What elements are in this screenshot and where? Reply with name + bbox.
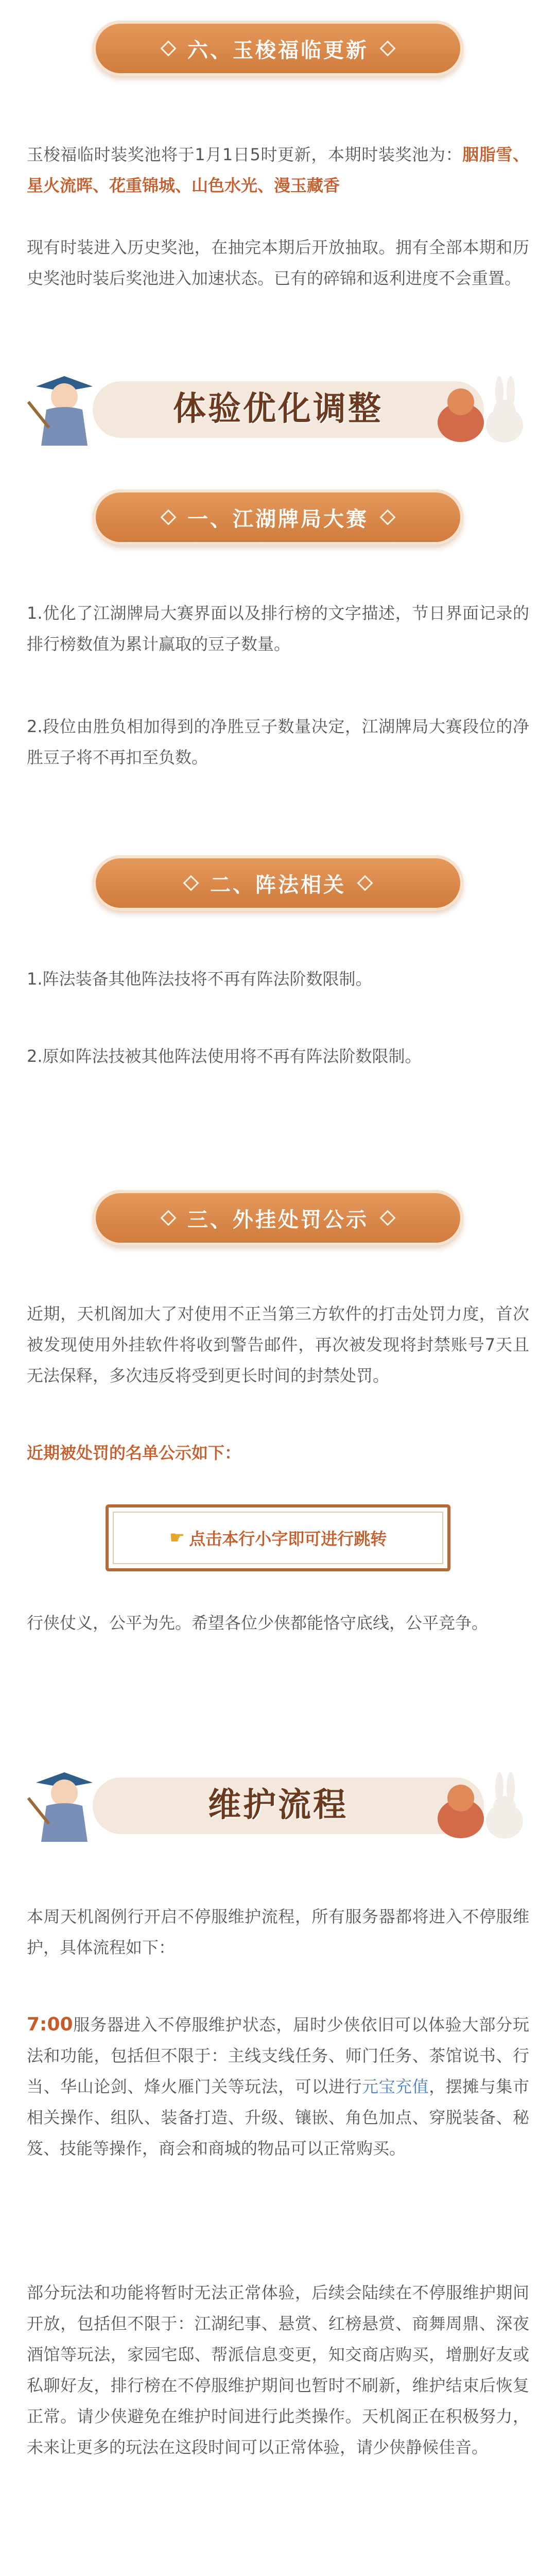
penalty-list-title: 近期被处罚的名单公示如下：	[27, 1443, 241, 1463]
diamond-icon	[357, 875, 373, 891]
animal-illustration	[427, 366, 530, 448]
paragraph: 1.优化了江湖牌局大赛界面以及排行榜的文字描述，节日界面记录的排行榜数值为累计赢取的豆子数量。	[27, 603, 529, 654]
banner-experience-optimization	[21, 355, 535, 448]
paragraph: 本周天机阁例行开启不停服维护流程，所有服务器都将进入不停服维护，具体流程如下：	[27, 1907, 529, 1957]
paragraph: 近期，天机阁加大了对使用不正当第三方软件的打击处罚力度，首次被发现使用外挂软件将收到警告邮件，再次被发现将封禁账号7天且无法保释，多次违反将受到更长时间的封禁处罚。	[27, 1304, 529, 1385]
section-title: 三、外挂处罚公示	[187, 1208, 369, 1232]
diamond-icon	[379, 509, 395, 525]
costume-list: 胭脂雪、星火流晖、花重锦城、山色水光、漫玉藏香	[27, 145, 529, 195]
diamond-icon	[160, 1210, 176, 1226]
paragraph	[27, 2009, 529, 2164]
paragraph-text: 服务器进入不停服维护状态，届时少侠依旧可以体验大部分玩法和功能，包括但不限于：主线支线任务、师门任务、茶馆说书、行当、华山论剑、烽火雁门关等玩法，可以进行	[27, 2015, 529, 2096]
banner-title: 体验优化调整	[173, 389, 383, 428]
banner-title: 维护流程	[208, 1786, 348, 1824]
paragraph	[27, 139, 529, 201]
section-title: 二、阵法相关	[210, 873, 346, 897]
paragraph-text: 玉梭福临时装奖池将于1月1日5时更新，本期时装奖池为：	[27, 145, 463, 164]
banner-maintenance	[21, 1752, 535, 1844]
diamond-icon	[379, 40, 395, 56]
paragraph-text: ，摆摊与集市相关操作、组队、装备打造、升级、镶嵌、角色加点、穿脱装备、秘笈、技能等操作，商会和商城的物品可以正常购买。	[27, 2077, 529, 2158]
diamond-icon	[160, 40, 176, 56]
link-label: 点击本行小字即可进行跳转	[189, 1529, 387, 1549]
paragraph: 部分玩法和功能将暂时无法正常体验，后续会陆续在不停服维护期间开放，包括但不限于：江湖纪事、悬赏、红榜悬赏、商舞周鼎、深夜酒馆等玩法，家园宅邸、帮派信息变更，知交商店购买，增删好友或私聊好友，排行榜在不停服维护期间也暂时不刷新，维护结束后恢复正常。请少侠避免在维护时间进行此类操作。天机阁正在积极努力，未来让更多的玩法在这段时间可以正常体验，请少侠静候佳音。	[27, 2283, 529, 2457]
paragraph: 现有时装进入历史奖池，在抽完本期后开放抽取。拥有全部本期和历史奖池时装后奖池进入加速状态。已有的碎锦和返利进度不会重置。	[27, 238, 529, 288]
section-title: 一、江湖牌局大赛	[187, 507, 369, 531]
diamond-icon	[379, 1210, 395, 1226]
diamond-icon	[160, 509, 176, 525]
paragraph: 2.段位由胜负相加得到的净胜豆子数量决定，江湖牌局大赛段位的净胜豆子将不再扣至负数。	[27, 717, 529, 767]
pointing-hand-icon: ☛	[169, 1528, 185, 1548]
paragraph: 2.原如阵法技被其他阵法使用将不再有阵法阶数限制。	[27, 1046, 422, 1066]
penalty-list-link[interactable]	[106, 1504, 450, 1571]
paragraph: 1.阵法装备其他阵法技将不再有阵法阶数限制。	[27, 969, 372, 989]
recharge-link[interactable]: 元宝充值	[362, 2077, 429, 2096]
section-header-cheat-penalty	[93, 1190, 463, 1246]
time-label: 7:00	[27, 2014, 73, 2035]
paragraph: 行侠仗义，公平为先。希望各位少侠都能恪守底线，公平竞争。	[27, 1613, 489, 1633]
diamond-icon	[183, 875, 199, 891]
section-title: 六、玉梭福临更新	[187, 38, 369, 62]
section-header-formation	[93, 855, 463, 911]
section-header-jade-shuttle	[93, 21, 463, 76]
animal-illustration	[427, 1762, 530, 1844]
section-header-card-tournament	[93, 489, 463, 545]
